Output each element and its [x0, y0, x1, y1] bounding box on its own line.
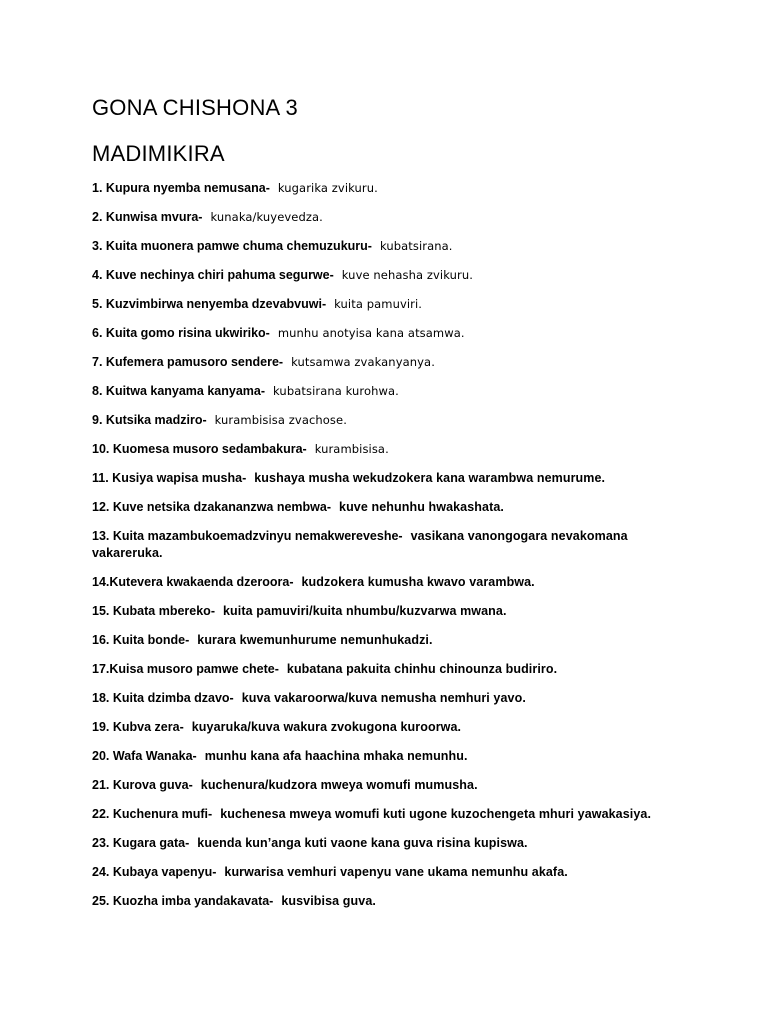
- idiom-term: Kubva zera-: [112, 720, 184, 734]
- idiom-term: Kubaya vapenyu-: [112, 865, 217, 879]
- idiom-term: Kuve nechinya chiri pahuma segurwe-: [105, 268, 334, 282]
- idiom-meaning: kuchenesa mweya womufi kuti ugone kuzochengeta mhuri yawakasiya.: [220, 807, 652, 821]
- idiom-term: Kuita gomo risina ukwiriko-: [105, 326, 270, 340]
- idiom-entry: [92, 864, 692, 881]
- idiom-entry: [92, 441, 692, 458]
- entry-separator: [279, 662, 287, 676]
- entry-separator: [265, 384, 273, 398]
- idiom-meaning: kuita pamuviri.: [334, 297, 423, 311]
- idiom-meaning: kushaya musha wekudzokera kana warambwa nemurume.: [254, 471, 606, 485]
- idiom-meaning: kudzokera kumusha kwavo varambwa.: [301, 575, 535, 589]
- entry-separator: [283, 355, 291, 369]
- idiom-entry: [92, 209, 692, 226]
- idiom-term: Kugara gata-: [112, 836, 190, 850]
- entry-separator: [215, 604, 223, 618]
- idiom-entry: [92, 412, 692, 429]
- idiom-entry: [92, 690, 692, 707]
- entry-separator: [372, 239, 380, 253]
- idiom-entry: [92, 748, 692, 765]
- idiom-term: Kubata mbereko-: [112, 604, 215, 618]
- entry-separator: [197, 749, 205, 763]
- idiom-meaning: kuenda kun’anga kuti vaone kana guva risina kupiswa.: [197, 836, 528, 850]
- entry-number: 20.: [92, 749, 110, 763]
- idiom-term: Kunwisa mvura-: [105, 210, 203, 224]
- idiom-entry: [92, 470, 692, 487]
- section-heading: MADIMIKIRA: [92, 141, 225, 166]
- idiom-term: Kuita bonde-: [112, 633, 190, 647]
- idiom-list: [92, 180, 692, 910]
- idiom-meaning: kubatana pakuita chinhu chinounza budiriro.: [286, 662, 558, 676]
- entry-separator: [326, 297, 334, 311]
- idiom-entry: [92, 835, 692, 852]
- idiom-entry: [92, 893, 692, 910]
- idiom-meaning: kuve nehasha zvikuru.: [341, 268, 473, 282]
- idiom-meaning: kusvibisa guva.: [281, 894, 376, 908]
- entry-separator: [207, 413, 215, 427]
- idiom-entry: [92, 354, 692, 371]
- idiom-term: Kuozha imba yandakavata-: [112, 894, 274, 908]
- idiom-meaning: kunaka/kuyevedza.: [210, 210, 323, 224]
- document-title: GONA CHISHONA 3: [92, 95, 298, 120]
- idiom-entry: [92, 238, 692, 255]
- entry-separator: [331, 500, 339, 514]
- entry-separator: [270, 181, 278, 195]
- entry-number: 14.: [92, 575, 110, 589]
- idiom-term: Kuita muonera pamwe chuma chemuzukuru-: [105, 239, 372, 253]
- idiom-term: Kuomesa musoro sedambakura-: [112, 442, 307, 456]
- entry-number: 22.: [92, 807, 110, 821]
- idiom-meaning: kuva vakaroorwa/kuva nemusha nemhuri yavo.: [241, 691, 526, 705]
- idiom-entry: [92, 296, 692, 313]
- entry-number: 10.: [92, 442, 110, 456]
- idiom-meaning: kurambisisa zvachose.: [214, 413, 347, 427]
- idiom-entry: [92, 632, 692, 649]
- entry-number: 9.: [92, 413, 103, 427]
- entry-separator: [212, 807, 220, 821]
- idiom-meaning: kurwarisa vemhuri vapenyu vane ukama nemunhu akafa.: [224, 865, 568, 879]
- entry-separator: [294, 575, 302, 589]
- idiom-meaning: kuyaruka/kuva wakura zvokugona kuroorwa.: [191, 720, 462, 734]
- idiom-meaning: kuve nehunhu hwakashata.: [339, 500, 504, 514]
- idiom-meaning: kurambisisa.: [314, 442, 389, 456]
- idiom-entry: [92, 806, 692, 823]
- idiom-meaning: kuchenura/kudzora mweya womufi mumusha.: [200, 778, 478, 792]
- entry-number: 2.: [92, 210, 103, 224]
- idiom-entry: [92, 325, 692, 342]
- entry-number: 16.: [92, 633, 110, 647]
- entry-number: 7.: [92, 355, 103, 369]
- idiom-entry: [92, 603, 692, 620]
- entry-number: 23.: [92, 836, 110, 850]
- idiom-term: Kupura nyemba nemusana-: [105, 181, 270, 195]
- idiom-meaning: kubatsirana.: [379, 239, 453, 253]
- entry-number: 25.: [92, 894, 110, 908]
- entry-number: 18.: [92, 691, 110, 705]
- idiom-term: Kuitwa kanyama kanyama-: [105, 384, 266, 398]
- entry-number: 17.: [92, 662, 110, 676]
- idiom-term: Kuzvimbirwa nenyemba dzevabvuwi-: [105, 297, 327, 311]
- idiom-meaning: kurara kwemunhurume nemunhukadzi.: [197, 633, 433, 647]
- document-page: [92, 92, 692, 922]
- entry-number: 24.: [92, 865, 110, 879]
- entry-number: 19.: [92, 720, 110, 734]
- idiom-term: Kuita mazambukoemadzvinyu nemakwereveshe-: [112, 529, 403, 543]
- idiom-entry: [92, 661, 692, 678]
- idiom-entry: [92, 267, 692, 284]
- entry-separator: [193, 778, 201, 792]
- entry-number: 8.: [92, 384, 103, 398]
- idiom-term: Kuisa musoro pamwe chete-: [109, 662, 279, 676]
- entry-number: 13.: [92, 529, 110, 543]
- idiom-term: Kutsika madziro-: [105, 413, 207, 427]
- entry-number: 3.: [92, 239, 103, 253]
- entry-separator: [334, 268, 342, 282]
- idiom-meaning: kubatsirana kurohwa.: [273, 384, 399, 398]
- entry-number: 21.: [92, 778, 110, 792]
- idiom-term: Kuita dzimba dzavo-: [112, 691, 234, 705]
- idiom-entry: [92, 719, 692, 736]
- idiom-entry: [92, 383, 692, 400]
- idiom-meaning: kuita pamuviri/kuita nhumbu/kuzvarwa mwana.: [222, 604, 507, 618]
- idiom-meaning: munhu kana afa haachina mhaka nemunhu.: [204, 749, 468, 763]
- entry-separator: [234, 691, 242, 705]
- entry-separator: [270, 326, 278, 340]
- idiom-term: Kutevera kwakaenda dzeroora-: [109, 575, 294, 589]
- idiom-entry: [92, 777, 692, 794]
- entry-number: 1.: [92, 181, 103, 195]
- idiom-term: Kurova guva-: [112, 778, 193, 792]
- entry-number: 6.: [92, 326, 103, 340]
- idiom-entry: [92, 499, 692, 516]
- entry-number: 11.: [92, 471, 109, 485]
- entry-number: 15.: [92, 604, 110, 618]
- idiom-entry: [92, 180, 692, 197]
- idiom-entry: [92, 574, 692, 591]
- idiom-term: Kusiya wapisa musha-: [112, 471, 247, 485]
- entry-separator: [403, 529, 411, 543]
- entry-separator: [184, 720, 192, 734]
- entry-separator: [307, 442, 315, 456]
- idiom-entry: [92, 528, 692, 562]
- idiom-term: Kuve netsika dzakananzwa nembwa-: [112, 500, 332, 514]
- idiom-term: Kuchenura mufi-: [112, 807, 213, 821]
- idiom-meaning: kutsamwa zvakanyanya.: [291, 355, 435, 369]
- entry-number: 5.: [92, 297, 103, 311]
- entry-number: 12.: [92, 500, 110, 514]
- idiom-meaning: vasikana vanongogara nevakomana vakareruka.: [92, 529, 628, 560]
- idiom-term: Kufemera pamusoro sendere-: [105, 355, 284, 369]
- idiom-meaning: kugarika zvikuru.: [277, 181, 378, 195]
- entry-number: 4.: [92, 268, 103, 282]
- idiom-term: Wafa Wanaka-: [112, 749, 197, 763]
- idiom-meaning: munhu anotyisa kana atsamwa.: [277, 326, 465, 340]
